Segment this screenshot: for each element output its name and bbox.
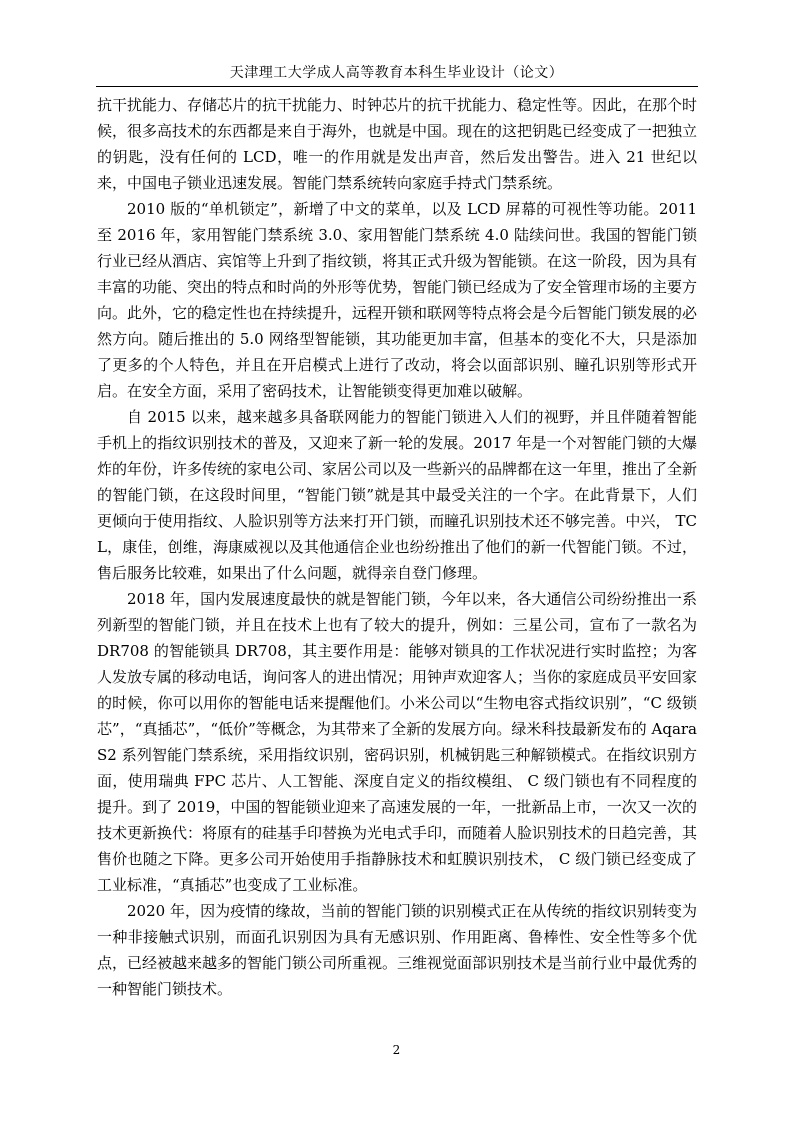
paragraph-1: 抗干扰能力、存储芯片的抗干扰能力、时钟芯片的抗干扰能力、稳定性等。因此，在那个时候，很多高技术的东西都是来自于海外，也就是中国。现在的这把钥匙已经变成了一把独立的钥匙，没有任何的 LCD，唯一的作用就是发出声音，然后发出警告。进入 21 世纪以来，中国电子锁业迅速发展。智能门禁系统转向家庭手持式门禁系统。 (97, 96, 698, 192)
running-header: 天津理工大学成人高等教育本科生毕业设计（论文） (229, 65, 564, 81)
paragraph-2: 2010 版的“单机锁定”，新增了中文的菜单，以及 LCD 屏幕的可视性等功能。2011 至 2016 年，家用智能门禁系统 3.0、家用智能门禁系统 4.0 陆续问世。我国的智能门锁行业已经从酒店、宾馆等上升到了指纹锁，将其正式升级为智能锁。在这一阶段，因为具有丰富的功能、突出的特点和时尚的外形等优势，智能门锁已经成为了安全管理市场的主要方向。此外，它的稳定性也在持续提升，远程开锁和联网等特点将会是今后智能门锁发展的必然方向。随后推出的 5.0 网络型智能锁，其功能更加丰富，但基本的变化不大，只是添加了更多的个人特色，并且在开启模式上进行了改动，将会以面部识别、瞳孔识别等形式开启。在安全方面，采用了密码技术，让智能锁变得更加难以破解。 (97, 200, 698, 400)
header-divider (96, 86, 698, 87)
paragraph-3: 自 2015 以来，越来越多具备联网能力的智能门锁进入人们的视野，并且伴随着智能手机上的指纹识别技术的普及，又迎来了新一轮的发展。2017 年是一个对智能门锁的大爆炸的年份，许多传统的家电公司、家居公司以及一些新兴的品牌都在这一年里，推出了全新的智能门锁，在这段时间里，“智能门锁”就是其中最受关注的一个字。在此背景下，人们更倾向于使用指纹、人脸识别等方法来打开门锁，而瞳孔识别技术还不够完善。中兴， TCL，康佳，创维，海康威视以及其他通信企业也纷纷推出了他们的新一代智能门锁。不过，售后服务比较难，如果出了什么问题，就得亲自登门修理。 (97, 408, 698, 582)
body-text (97, 92, 697, 1002)
page-number: 2 (392, 1043, 401, 1057)
paragraph-5: 2020 年，因为疫情的缘故，当前的智能门锁的识别模式正在从传统的指纹识别转变为一种非接触式识别，而面孔识别因为具有无感识别、作用距离、鲁棒性、安全性等多个优点，已经被越来越多的智能门锁公司所重视。三维视觉面部识别技术是当前行业中最优秀的一种智能门锁技术。 (97, 902, 698, 998)
paragraph-4: 2018 年，国内发展速度最快的就是智能门锁，今年以来，各大通信公司纷纷推出一系列新型的智能门锁，并且在技术上也有了较大的提升，例如：三星公司，宣布了一款名为 DR708 的智能锁具 DR708，其主要作用是：能够对锁具的工作状况进行实时监控；为客人发放专属的移动电话，询问客人的进出情况；用钟声欢迎客人；当你的家庭成员平安回家的时候，你可以用你的智能电话来提醒他们。小米公司以“生物电容式指纹识别”，“C 级锁芯”，“真插芯”，“低价”等概念，为其带来了全新的发展方向。绿米科技最新发布的 AqaraS2 系列智能门禁系统，采用指纹识别，密码识别，机械钥匙三种解锁模式。在指纹识别方面，使用瑞典 FPC 芯片、人工智能、深度自定义的指纹模组、 C 级门锁也有不同程度的提升。到了 2019，中国的智能锁业迎来了高速发展的一年，一批新品上市，一次又一次的技术更新换代：将原有的硅基手印替换为光电式手印，而随着人脸识别技术的日趋完善，其售价也随之下降。更多公司开始使用手指静脉技术和虹膜识别技术， C 级门锁已经变成了工业标准，“真插芯”也变成了工业标准。 (97, 590, 698, 894)
